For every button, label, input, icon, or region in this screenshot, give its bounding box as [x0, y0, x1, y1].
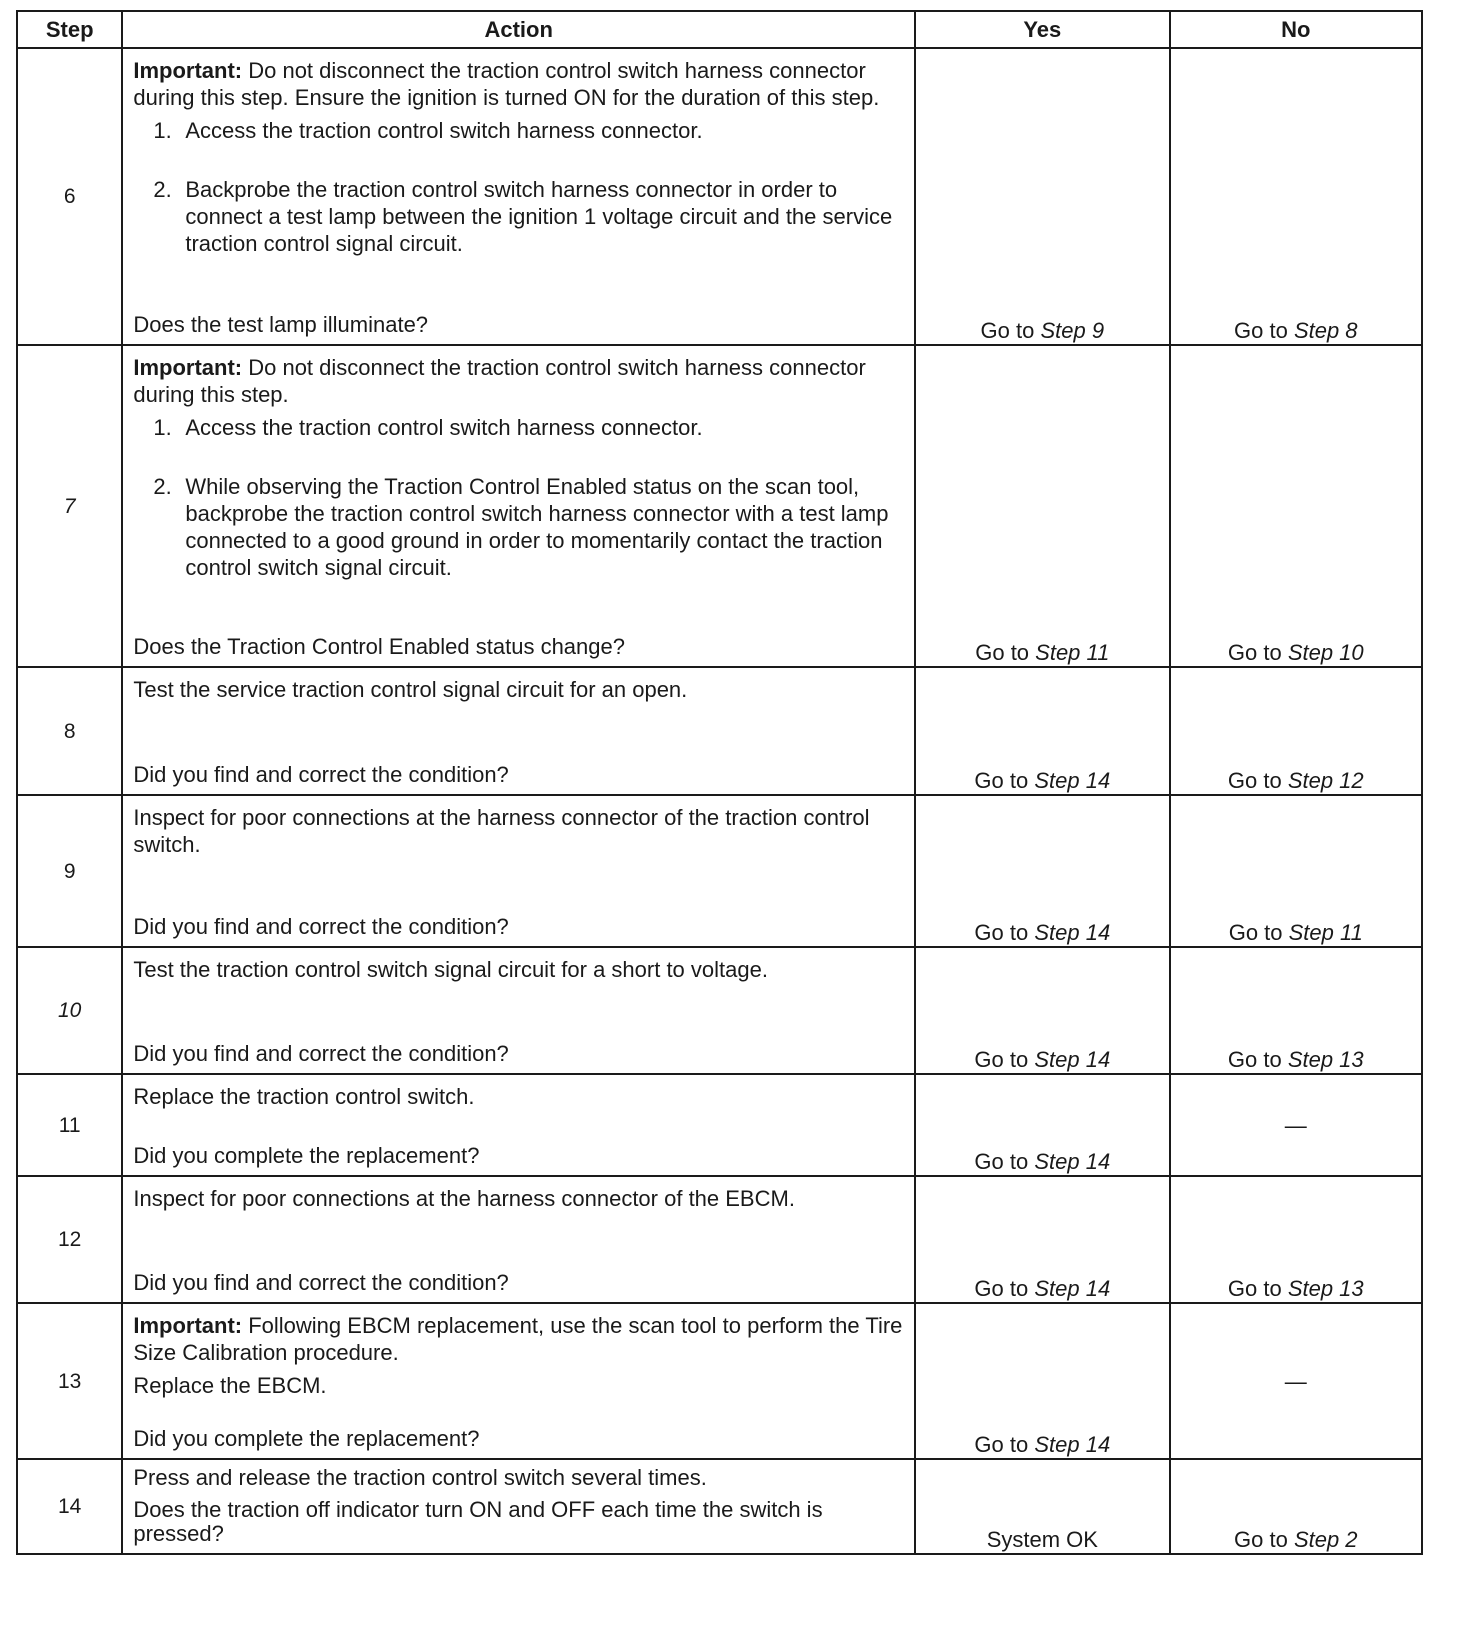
no-step-link[interactable]: Step 8 [1293, 318, 1358, 343]
no-cell [1170, 48, 1422, 345]
item-number: 1. [153, 118, 172, 143]
yes-prefix: Go to [974, 1047, 1035, 1072]
no-step-link[interactable]: Step 2 [1293, 1527, 1358, 1552]
question-text: Did you complete the replacement? [133, 1426, 480, 1451]
no-step-link[interactable]: Step 10 [1287, 640, 1364, 665]
no-cell [1170, 667, 1422, 795]
table-row [17, 48, 1422, 345]
yes-step-link[interactable]: Step 14 [1034, 920, 1111, 945]
no-cell [1170, 1074, 1422, 1176]
step-number: 9 [17, 795, 122, 947]
item-text: Access the traction control switch harness connector. [185, 118, 703, 143]
action-cell [122, 345, 915, 667]
important-note [133, 57, 904, 111]
yes-cell [915, 795, 1170, 947]
important-label: Important: [133, 58, 243, 83]
question-text: Does the test lamp illuminate? [133, 312, 429, 337]
step-number: 14 [17, 1459, 122, 1554]
no-dash: — [1284, 1368, 1307, 1394]
action-cell [122, 1074, 915, 1176]
step-number: 10 [17, 947, 122, 1074]
yes-prefix: Go to [974, 1276, 1035, 1301]
yes-step-link[interactable]: Step 11 [1035, 640, 1110, 665]
step-number: 7 [17, 345, 122, 667]
yes-cell [915, 667, 1170, 795]
action-text: Replace the EBCM. [133, 1373, 327, 1398]
header-step: Step [17, 11, 122, 48]
table-row [17, 667, 1422, 795]
yes-cell [915, 1074, 1170, 1176]
no-step-link[interactable]: Step 11 [1288, 920, 1363, 945]
yes-step-link[interactable]: Step 14 [1034, 768, 1111, 793]
yes-cell [915, 345, 1170, 667]
action-text: Inspect for poor connections at the harness connector of the traction control switch. [133, 805, 870, 857]
yes-result: System OK [986, 1527, 1098, 1552]
no-step-link[interactable]: Step 13 [1287, 1276, 1364, 1301]
table-header-row [17, 11, 1422, 48]
yes-prefix: Go to [980, 318, 1041, 343]
yes-cell [915, 48, 1170, 345]
yes-prefix: Go to [974, 1432, 1035, 1457]
table-row [17, 1176, 1422, 1303]
item-number: 1. [153, 415, 172, 440]
header-no: No [1170, 11, 1422, 48]
table-row [17, 1074, 1422, 1176]
action-cell [122, 947, 915, 1074]
no-prefix: Go to [1227, 640, 1288, 665]
item-text: While observing the Traction Control Enabled status on the scan tool, backprobe the traction control switch harness connector with a test lamp connected to a good ground in order to momentarily contact the traction control switch signal circuit. [185, 474, 889, 580]
item-number: 2. [153, 474, 172, 499]
important-text: Do not disconnect the traction control switch harness connector during this step. [133, 355, 866, 407]
table-row [17, 795, 1422, 947]
no-cell [1170, 1176, 1422, 1303]
table-row [17, 1459, 1422, 1554]
no-prefix: Go to [1227, 1276, 1288, 1301]
no-cell [1170, 345, 1422, 667]
important-note [133, 1312, 904, 1366]
yes-step-link[interactable]: Step 14 [1034, 1047, 1111, 1072]
question-text: Did you find and correct the condition? [133, 1270, 509, 1295]
action-cell [122, 667, 915, 795]
question-text: Did you complete the replacement? [133, 1143, 480, 1168]
yes-step-link[interactable]: Step 9 [1040, 318, 1105, 343]
no-cell [1170, 1459, 1422, 1554]
question-text: Did you find and correct the condition? [133, 762, 509, 787]
action-text: Replace the traction control switch. [133, 1084, 475, 1109]
no-cell [1170, 1303, 1422, 1459]
no-dash: — [1284, 1112, 1307, 1138]
item-number: 2. [153, 177, 172, 202]
important-note [133, 354, 904, 408]
step-number: 13 [17, 1303, 122, 1459]
yes-cell [915, 1459, 1170, 1554]
yes-cell [915, 947, 1170, 1074]
action-text: Test the traction control switch signal circuit for a short to voltage. [133, 957, 768, 982]
action-cell [122, 1176, 915, 1303]
no-step-link[interactable]: Step 12 [1287, 768, 1364, 793]
list-item [133, 473, 904, 581]
no-step-link[interactable]: Step 13 [1287, 1047, 1364, 1072]
question-text: Did you find and correct the condition? [133, 1041, 509, 1066]
yes-step-link[interactable]: Step 14 [1034, 1432, 1111, 1457]
table-row [17, 947, 1422, 1074]
important-text: Do not disconnect the traction control switch harness connector during this step. Ensure the ignition is turned ON for the duration of this step. [133, 58, 880, 110]
header-action: Action [122, 11, 915, 48]
action-text: Test the service traction control signal circuit for an open. [133, 677, 688, 702]
list-item [133, 414, 904, 441]
important-label: Important: [133, 355, 243, 380]
step-number: 8 [17, 667, 122, 795]
step-number: 11 [17, 1074, 122, 1176]
yes-prefix: Go to [975, 640, 1036, 665]
no-prefix: Go to [1234, 318, 1294, 343]
diagnostic-table [16, 10, 1423, 1555]
action-cell [122, 795, 915, 947]
action-text: Press and release the traction control switch several times. [133, 1465, 707, 1490]
no-prefix: Go to [1228, 920, 1289, 945]
diagnostic-page [16, 10, 1423, 1555]
important-text: Following EBCM replacement, use the scan tool to perform the Tire Size Calibration procedure. [133, 1313, 903, 1365]
yes-prefix: Go to [974, 768, 1035, 793]
yes-cell [915, 1303, 1170, 1459]
no-prefix: Go to [1234, 1527, 1294, 1552]
yes-step-link[interactable]: Step 14 [1034, 1276, 1111, 1301]
no-cell [1170, 795, 1422, 947]
procedure-list [133, 117, 904, 257]
no-prefix: Go to [1227, 1047, 1288, 1072]
no-prefix: Go to [1227, 768, 1288, 793]
procedure-list [133, 414, 904, 581]
header-yes: Yes [915, 11, 1170, 48]
question-text: Does the Traction Control Enabled status change? [133, 634, 625, 659]
important-label: Important: [133, 1313, 243, 1338]
step-number: 6 [17, 48, 122, 345]
action-cell [122, 48, 915, 345]
question-text: Does the traction off indicator turn ON and OFF each time the switch is pressed? [133, 1497, 823, 1546]
action-text: Inspect for poor connections at the harness connector of the EBCM. [133, 1186, 795, 1211]
yes-cell [915, 1176, 1170, 1303]
action-cell [122, 1303, 915, 1459]
list-item [133, 117, 904, 144]
item-text: Backprobe the traction control switch harness connector in order to connect a test lamp between the ignition 1 voltage circuit and the service traction control signal circuit. [185, 177, 893, 256]
table-row [17, 345, 1422, 667]
list-item [133, 176, 904, 257]
yes-step-link[interactable]: Step 14 [1034, 1149, 1111, 1174]
step-number: 12 [17, 1176, 122, 1303]
action-cell [122, 1459, 915, 1554]
question-text: Did you find and correct the condition? [133, 914, 509, 939]
yes-prefix: Go to [974, 920, 1035, 945]
table-row [17, 1303, 1422, 1459]
no-cell [1170, 947, 1422, 1074]
item-text: Access the traction control switch harness connector. [185, 415, 703, 440]
yes-prefix: Go to [974, 1149, 1035, 1174]
